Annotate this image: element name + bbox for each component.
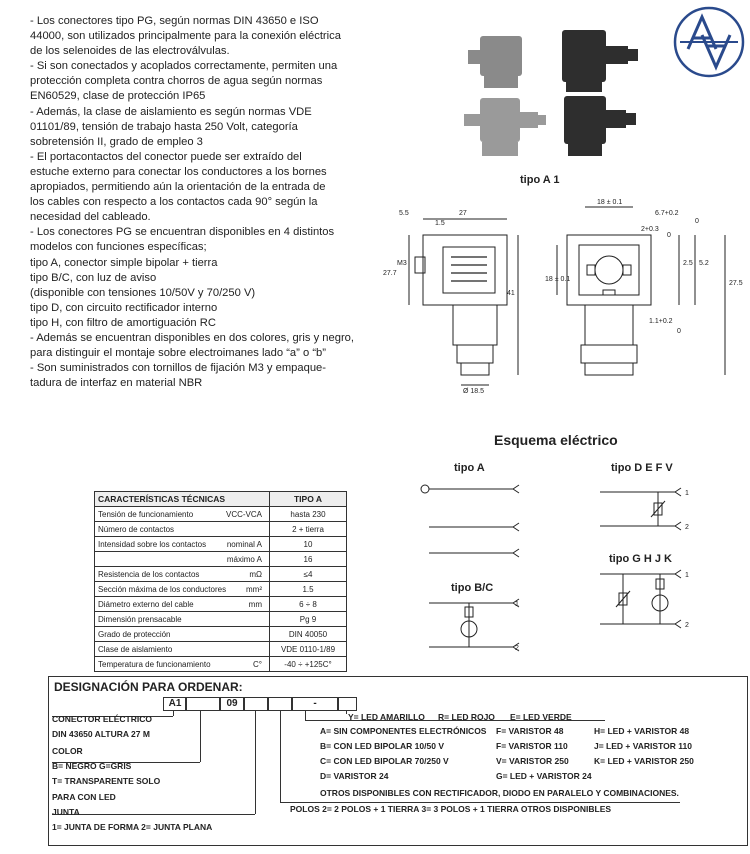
spec-label-cell — [95, 552, 270, 567]
schematic-label: tipo D E F V — [611, 462, 673, 474]
spec-label-cell — [95, 642, 270, 657]
table-row — [95, 507, 347, 522]
intro-line: sobretensión II, grado de empleo 3 — [30, 135, 203, 148]
intro-line: 44000, son utilizados principalmente para la conexión eléctrica — [30, 30, 341, 43]
spec-value: 1.5 — [270, 582, 347, 597]
dim-label: 5.2 — [699, 260, 709, 267]
spec-unit: mm² — [246, 584, 262, 594]
component-code: F= VARISTOR 110 — [496, 741, 568, 751]
dim-label: 0 — [667, 232, 671, 239]
dim-label: 27.5 — [729, 280, 743, 287]
schematic-label: tipo G H J K — [609, 553, 672, 565]
intro-line: - El portacontactos del conector puede ser extraído del — [30, 150, 302, 163]
code-box: A1 — [163, 697, 187, 711]
spec-unit: mm — [248, 599, 262, 609]
spec-label-cell — [95, 507, 270, 522]
table-header-row — [95, 492, 347, 507]
wiring-schematics — [405, 455, 750, 665]
code-box — [267, 697, 293, 711]
rectifier-note: OTROS DISPONIBLES CON RECTIFICADOR, DIODO EN PARALELO Y COMBINACIONES. — [320, 788, 679, 798]
intro-line: - Son suministrados con tornillos de fijación M3 y empaque- — [30, 362, 326, 375]
spec-label: Tensión de funcionamiento — [98, 509, 194, 519]
spec-unit: nominal A — [226, 539, 262, 549]
intro-line: modelos con funciones específicas; — [30, 241, 207, 254]
dim-label: 27 — [459, 210, 467, 217]
order-left-text: PARA CON LED — [52, 792, 116, 802]
component-code: K= LED + VARISTOR 250 — [594, 756, 694, 766]
code-box — [243, 697, 269, 711]
dim-label: 18 ± 0.1 — [545, 276, 571, 283]
intro-line: apropiados, permitiendo aún la orientación de la entrada de — [30, 181, 326, 194]
table-row — [95, 627, 347, 642]
spec-value: DIN 40050 — [270, 627, 347, 642]
drawing-caption: tipo A 1 — [520, 174, 560, 186]
spec-value: VDE 0110-1/89 — [270, 642, 347, 657]
order-left-text: T= TRANSPARENTE SOLO — [52, 776, 161, 786]
spec-label-cell — [95, 537, 270, 552]
intro-line: EN60529, clase de protección IP65 — [30, 90, 206, 103]
spec-label: Dimensión prensacable — [98, 614, 182, 624]
intro-line: - Los conectores tipo PG, según normas DIN 43650 e ISO — [30, 15, 319, 27]
led-code: R= LED ROJO — [438, 712, 495, 722]
table-row — [95, 552, 347, 567]
intro-line: de los selenoides de las electroválvulas. — [30, 45, 230, 58]
order-left-text: COLOR — [52, 746, 83, 756]
spec-label: Diámetro externo del cable — [98, 599, 194, 609]
intro-line: - Además se encuentran disponibles en dos colores, gris y negro, — [30, 331, 354, 344]
dim-label: 2+0.3 — [641, 226, 659, 233]
spec-label-cell — [95, 567, 270, 582]
spec-value: 6 ÷ 8 — [270, 597, 347, 612]
intro-line: tadura de interfaz en material NBR — [30, 377, 203, 390]
component-code: C= CON LED BIPOLAR 70/250 V — [320, 756, 449, 766]
spec-label: Número de contactos — [98, 524, 175, 534]
order-left-text: B= NEGRO G=GRIS — [52, 761, 132, 771]
spec-unit: mΩ — [249, 569, 262, 579]
table-row — [95, 567, 347, 582]
spec-label-cell — [95, 627, 270, 642]
pin-label: 1 — [515, 601, 519, 608]
spec-label: Intensidad sobre los contactos — [98, 539, 207, 549]
intro-line: 01101/89, tensión de trabajo hasta 250 Volt, categoría — [30, 120, 298, 133]
spec-value: -40 ÷ +125C° — [270, 657, 347, 672]
order-left-text: 1= JUNTA DE FORMA 2= JUNTA PLANA — [52, 822, 213, 832]
spec-label-cell — [95, 582, 270, 597]
schematic-title: Esquema eléctrico — [494, 432, 618, 448]
schematic-label: tipo B/C — [451, 582, 494, 594]
intro-line: los cables con respecto a los contactos cada 90° según la — [30, 196, 318, 209]
spec-label-cell — [95, 597, 270, 612]
dim-label: 41 — [507, 290, 515, 297]
tech-specs-table — [94, 491, 347, 672]
dim-label: 0 — [677, 328, 681, 335]
component-code: G= LED + VARISTOR 24 — [496, 771, 592, 781]
intro-line: tipo H, con filtro de amortiguación RC — [30, 316, 216, 329]
spec-unit: C° — [253, 659, 262, 669]
spec-value: ≤4 — [270, 567, 347, 582]
component-code: A= SIN COMPONENTES ELECTRÓNICOS — [320, 726, 487, 736]
spec-label-cell — [95, 522, 270, 537]
dim-label: 0 — [695, 218, 699, 225]
spec-value: 2 + tierra — [270, 522, 347, 537]
code-box: - — [291, 697, 339, 711]
table-row — [95, 642, 347, 657]
dim-label: 1.5 — [435, 220, 445, 227]
polos-codes: POLOS 2= 2 POLOS + 1 TIERRA 3= 3 POLOS + 1 TIERRA OTROS DISPONIBLES — [290, 804, 612, 814]
component-code: D= VARISTOR 24 — [320, 771, 389, 781]
dim-label: 5.5 — [399, 210, 409, 217]
dim-label: 27.7 — [383, 270, 397, 277]
order-left-text: DIN 43650 ALTURA 27 M — [52, 729, 150, 739]
code-box — [337, 697, 357, 711]
spec-label-cell — [95, 657, 270, 672]
spec-value: hasta 230 — [270, 507, 347, 522]
component-code: J= LED + VARISTOR 110 — [594, 741, 692, 751]
led-code: Y= LED AMARILLO — [348, 712, 425, 722]
intro-line: protección completa contra chorros de agua según normas — [30, 75, 323, 88]
code-box — [185, 697, 221, 711]
intro-line: - Si son conectados y acoplados correctamente, permiten una — [30, 60, 338, 73]
dim-label: 18 ± 0.1 — [597, 199, 623, 206]
table-row — [95, 537, 347, 552]
intro-line: para distinguir el montaje sobre electroimanes lado “a” o “b” — [30, 347, 326, 360]
spec-value: 10 — [270, 537, 347, 552]
schematic-label: tipo A — [454, 462, 485, 474]
component-code: V= VARISTOR 250 — [496, 756, 569, 766]
component-code: F= VARISTOR 48 — [496, 726, 564, 736]
pin-label: 1 — [685, 490, 689, 497]
intro-line: estuche externo para conectar los conductores a los bornes — [30, 165, 327, 178]
pin-label: 2 — [685, 524, 689, 531]
table-header: CARACTERÍSTICAS TÉCNICAS — [95, 492, 270, 507]
spec-label-cell — [95, 612, 270, 627]
spec-value: Pg 9 — [270, 612, 347, 627]
component-code: B= CON LED BIPOLAR 10/50 V — [320, 741, 444, 751]
intro-line: tipo D, con circuito rectificador interno — [30, 301, 218, 314]
spec-label: Grado de protección — [98, 629, 171, 639]
spec-unit: VCC-VCA — [225, 509, 262, 519]
side-view-drawing — [375, 195, 525, 395]
spec-label: Clase de aislamiento — [98, 644, 173, 654]
intro-line: tipo B/C, con luz de aviso — [30, 271, 157, 284]
dim-label: M3 — [397, 260, 407, 267]
code-box: 09 — [219, 697, 245, 711]
front-view-drawing — [545, 195, 745, 395]
table-row — [95, 597, 347, 612]
component-code: H= LED + VARISTOR 48 — [594, 726, 690, 736]
dim-label: 1.1+0.2 — [649, 318, 673, 325]
dim-label: Ø 18.5 — [463, 388, 485, 395]
spec-unit: máximo A — [226, 554, 262, 564]
spec-label: Sección máxima de los conductores — [98, 584, 227, 594]
company-logo — [672, 5, 746, 79]
intro-line: - Los conectores PG se encuentran disponibles en 4 distintos — [30, 226, 335, 239]
intro-line: (disponible con tensiones 10/50V y 70/250 V) — [30, 286, 256, 299]
dim-label: 6.7+0.2 — [655, 210, 679, 217]
table-row — [95, 522, 347, 537]
dim-label: 2.5 — [683, 260, 693, 267]
intro-line: - Además, la clase de aislamiento es según normas VDE — [30, 105, 312, 118]
table-row — [95, 582, 347, 597]
spec-value: 16 — [270, 552, 347, 567]
spec-label: Resistencia de los contactos — [98, 569, 200, 579]
order-left-text: JUNTA — [52, 807, 80, 817]
pin-label: 2 — [685, 622, 689, 629]
led-code: E= LED VERDE — [510, 712, 572, 722]
intro-line: tipo A, conector simple bipolar + tierra — [30, 256, 218, 269]
pin-label: 2 — [515, 645, 519, 652]
table-row — [95, 657, 347, 672]
table-header: TIPO A — [270, 492, 347, 507]
intro-text — [30, 14, 375, 391]
pin-label: 1 — [685, 572, 689, 579]
table-row — [95, 612, 347, 627]
spec-label: Temperatura de funcionamiento — [98, 659, 211, 669]
order-left-text: CONECTOR ELÉCTRICO — [52, 714, 152, 724]
order-title: DESIGNACIÓN PARA ORDENAR: — [54, 680, 243, 694]
product-photos — [450, 18, 660, 168]
intro-line: necesidad del cableado. — [30, 211, 151, 224]
